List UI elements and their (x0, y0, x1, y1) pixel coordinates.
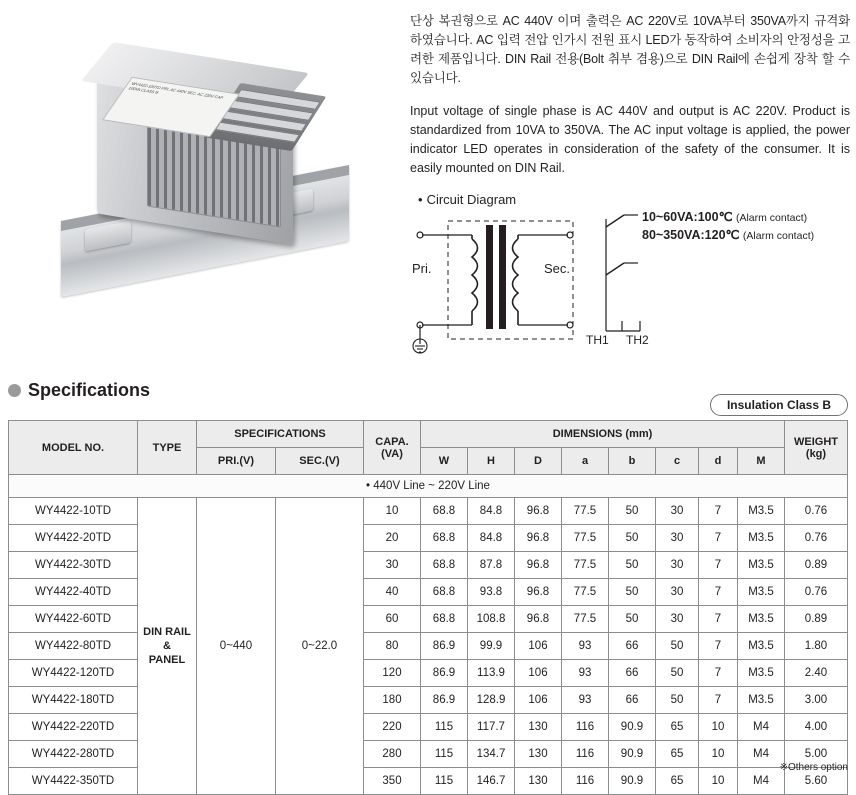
table-row (9, 660, 848, 687)
th-type: TYPE (138, 421, 197, 475)
cell-a: 77.5 (562, 552, 609, 579)
table-row (9, 633, 848, 660)
th-dim-h: H (468, 448, 515, 475)
cell-weight: 0.76 (785, 498, 848, 525)
th-dim-c: c (656, 448, 699, 475)
table-row (9, 687, 848, 714)
cell-c: 65 (656, 714, 699, 741)
alarm-sep-2: : (700, 228, 705, 242)
cell-d: 96.8 (515, 525, 562, 552)
cell-a: 77.5 (562, 579, 609, 606)
cell-d2: 7 (699, 687, 738, 714)
table-row (9, 552, 848, 579)
cell-c: 30 (656, 606, 699, 633)
cell-d: 106 (515, 687, 562, 714)
table-body (9, 475, 848, 795)
specifications-header (8, 380, 150, 401)
cell-model: WY4422-60TD (9, 606, 138, 633)
cell-a: 77.5 (562, 525, 609, 552)
cell-d2: 7 (699, 633, 738, 660)
cell-d: 96.8 (515, 579, 562, 606)
primary-label: Pri. (412, 261, 432, 276)
cell-b: 66 (609, 660, 656, 687)
cell-type (138, 498, 197, 795)
cell-d: 130 (515, 768, 562, 795)
cell-c: 50 (656, 687, 699, 714)
cell-h: 108.8 (468, 606, 515, 633)
alarm-note-1: (Alarm contact) (735, 212, 808, 224)
cell-m: M3.5 (738, 633, 785, 660)
cell-d2: 7 (699, 660, 738, 687)
cell-capa: 180 (364, 687, 421, 714)
table-row (9, 498, 848, 525)
cell-model: WY4422-80TD (9, 633, 138, 660)
cell-d: 106 (515, 633, 562, 660)
cell-pri: 0~440 (197, 498, 276, 795)
cell-w: 86.9 (421, 660, 468, 687)
cell-h: 134.7 (468, 741, 515, 768)
cell-weight: 1.80 (785, 633, 848, 660)
th-weight (785, 421, 848, 475)
cell-a: 77.5 (562, 498, 609, 525)
type-line1: DIN RAIL (143, 626, 191, 638)
th1-label: TH1 (586, 333, 609, 347)
th-capa (364, 421, 421, 475)
insulation-class-badge: Insulation Class B (710, 394, 848, 416)
cell-weight: 5.60 (785, 768, 848, 795)
cell-model: WY4422-20TD (9, 525, 138, 552)
cell-d2: 10 (699, 768, 738, 795)
alarm-note-2: (Alarm contact) (742, 230, 815, 242)
cell-d2: 7 (699, 525, 738, 552)
cell-weight: 0.89 (785, 552, 848, 579)
cell-d: 130 (515, 741, 562, 768)
description-korean: 단상 복권형으로 AC 440V 이며 출력은 AC 220V로 10VA부터 350VA까지 규격화 하였습니다. AC 입력 전압 인가시 전원 표시 LED가 동작하여 소비자의 안정성을 고려한 제품입니다. DIN Rail 전용(Bolt 취부 겸용)으로 DIN Rail에 손쉽게 장착 할 수 있습니다. (410, 14, 850, 85)
th-weight-line2: (kg) (805, 447, 827, 460)
cell-a: 93 (562, 687, 609, 714)
cell-b: 50 (609, 552, 656, 579)
cell-d2: 7 (699, 606, 738, 633)
cell-h: 84.8 (468, 525, 515, 552)
th-sec: SEC.(V) (275, 448, 363, 475)
table-row (9, 525, 848, 552)
cell-b: 50 (609, 606, 656, 633)
cell-capa: 80 (364, 633, 421, 660)
cell-w: 86.9 (421, 633, 468, 660)
th-weight-line1: WEIGHT (794, 435, 838, 448)
alarm-temp-2: 120℃ (704, 228, 740, 242)
cell-capa: 220 (364, 714, 421, 741)
th-dim-d: D (515, 448, 562, 475)
alarm-range-2: 80~350VA (642, 228, 701, 242)
cell-capa: 120 (364, 660, 421, 687)
cell-a: 116 (562, 714, 609, 741)
cell-c: 50 (656, 633, 699, 660)
cell-h: 99.9 (468, 633, 515, 660)
cell-capa: 30 (364, 552, 421, 579)
secondary-label: Sec. (544, 261, 571, 276)
bullet-dot-icon (8, 384, 21, 397)
cell-model: WY4422-280TD (9, 741, 138, 768)
cell-m: M3.5 (738, 579, 785, 606)
cell-d: 96.8 (515, 606, 562, 633)
cell-b: 50 (609, 579, 656, 606)
description-english: Input voltage of single phase is AC 440V and output is AC 220V. Product is standardized from 10VA to 350VA. The AC input voltage is applied, the power indicator LED operates in consideration of the safety of the consumer. It is easily mounted on DIN Rail. (410, 104, 850, 175)
top-section (0, 0, 856, 385)
cell-w: 115 (421, 741, 468, 768)
alarm-temp-1: 100℃ (697, 210, 733, 224)
cell-model: WY4422-40TD (9, 579, 138, 606)
cell-w: 68.8 (421, 552, 468, 579)
table-row (9, 768, 848, 795)
cell-w: 68.8 (421, 606, 468, 633)
page-title: Specifications (28, 380, 151, 400)
cell-d2: 7 (699, 498, 738, 525)
cell-c: 30 (656, 552, 699, 579)
table-line-row (9, 475, 848, 498)
cell-d: 96.8 (515, 552, 562, 579)
th-model-no: MODEL NO. (9, 421, 138, 475)
circuit-diagram (410, 210, 856, 358)
table-row (9, 741, 848, 768)
th-dimensions: DIMENSIONS (mm) (421, 421, 785, 448)
circuit-diagram-title: • Circuit Diagram (418, 192, 517, 207)
cell-w: 115 (421, 714, 468, 741)
cell-d: 106 (515, 660, 562, 687)
line-row-label: • 440V Line ~ 220V Line (9, 475, 848, 498)
cell-capa: 350 (364, 768, 421, 795)
cell-m: M3.5 (738, 606, 785, 633)
cell-c: 65 (656, 768, 699, 795)
description-column (410, 0, 856, 385)
table-header-row-1 (9, 421, 848, 448)
th-capa-line2: (VA) (381, 447, 403, 460)
cell-c: 65 (656, 741, 699, 768)
table-row (9, 606, 848, 633)
cell-a: 116 (562, 768, 609, 795)
cell-m: M4 (738, 768, 785, 795)
cell-b: 90.9 (609, 768, 656, 795)
cell-capa: 10 (364, 498, 421, 525)
alarm-contact-row-2 (642, 227, 814, 242)
cell-h: 84.8 (468, 498, 515, 525)
cell-d: 96.8 (515, 498, 562, 525)
cell-h: 113.9 (468, 660, 515, 687)
alarm-contact-row-1 (642, 209, 807, 224)
cell-m: M4 (738, 714, 785, 741)
cell-c: 30 (656, 498, 699, 525)
th2-label: TH2 (626, 333, 649, 347)
cell-m: M3.5 (738, 660, 785, 687)
cell-h: 128.9 (468, 687, 515, 714)
cell-weight: 2.40 (785, 660, 848, 687)
cell-b: 66 (609, 633, 656, 660)
cell-c: 50 (656, 660, 699, 687)
nameplate-label: WY4422-100TD PRI. AC 440V SEC. AC 220V CAP. 100VA CLASS B (102, 77, 240, 137)
cell-weight: 0.89 (785, 606, 848, 633)
th-dim-w: W (421, 448, 468, 475)
cell-d2: 10 (699, 714, 738, 741)
cell-a: 93 (562, 660, 609, 687)
cell-h: 117.7 (468, 714, 515, 741)
alarm-range-1: 10~60VA (642, 210, 694, 224)
th-dim-m: M (738, 448, 785, 475)
table-header (9, 421, 848, 475)
cell-c: 30 (656, 579, 699, 606)
cell-weight: 3.00 (785, 687, 848, 714)
cell-w: 68.8 (421, 525, 468, 552)
cell-d: 130 (515, 714, 562, 741)
cell-h: 146.7 (468, 768, 515, 795)
cell-a: 93 (562, 633, 609, 660)
cell-capa: 280 (364, 741, 421, 768)
cell-w: 68.8 (421, 498, 468, 525)
cell-weight: 5.00 (785, 741, 848, 768)
cell-a: 116 (562, 741, 609, 768)
cell-model: WY4422-120TD (9, 660, 138, 687)
cell-capa: 60 (364, 606, 421, 633)
cell-h: 93.8 (468, 579, 515, 606)
alarm-sep-1: : (693, 210, 698, 224)
cell-w: 86.9 (421, 687, 468, 714)
cell-m: M3.5 (738, 498, 785, 525)
cell-d2: 7 (699, 579, 738, 606)
table-footnote: ※Others option (779, 762, 848, 773)
type-line2: & (163, 640, 171, 652)
product-photo-column (0, 0, 410, 385)
cell-model: WY4422-350TD (9, 768, 138, 795)
product-photo (55, 65, 355, 295)
cell-w: 115 (421, 768, 468, 795)
th-dim-b: b (609, 448, 656, 475)
cell-w: 68.8 (421, 579, 468, 606)
cell-b: 50 (609, 498, 656, 525)
th-capa-line1: CAPA. (375, 435, 409, 448)
cell-m: M3.5 (738, 687, 785, 714)
table-row (9, 714, 848, 741)
th-pri: PRI.(V) (197, 448, 276, 475)
th-specifications: SPECIFICATIONS (197, 421, 364, 448)
cell-d2: 7 (699, 552, 738, 579)
th-dim-d2: d (699, 448, 738, 475)
cell-sec: 0~22.0 (275, 498, 363, 795)
cell-weight: 0.76 (785, 525, 848, 552)
cell-h: 87.8 (468, 552, 515, 579)
specifications-table (8, 420, 848, 795)
cell-b: 90.9 (609, 741, 656, 768)
cell-c: 30 (656, 525, 699, 552)
cell-b: 66 (609, 687, 656, 714)
cell-weight: 4.00 (785, 714, 848, 741)
cell-weight: 0.76 (785, 579, 848, 606)
cell-b: 90.9 (609, 714, 656, 741)
cell-d2: 10 (699, 741, 738, 768)
bullet-icon: • (418, 192, 423, 207)
cell-m: M4 (738, 741, 785, 768)
cell-model: WY4422-220TD (9, 714, 138, 741)
cell-capa: 20 (364, 525, 421, 552)
th-dim-a: a (562, 448, 609, 475)
table-row (9, 579, 848, 606)
cell-m: M3.5 (738, 552, 785, 579)
cell-a: 77.5 (562, 606, 609, 633)
cell-model: WY4422-30TD (9, 552, 138, 579)
cell-model: WY4422-180TD (9, 687, 138, 714)
cell-capa: 40 (364, 579, 421, 606)
cell-m: M3.5 (738, 525, 785, 552)
type-line3: PANEL (148, 654, 186, 666)
cell-model: WY4422-10TD (9, 498, 138, 525)
cell-b: 50 (609, 525, 656, 552)
